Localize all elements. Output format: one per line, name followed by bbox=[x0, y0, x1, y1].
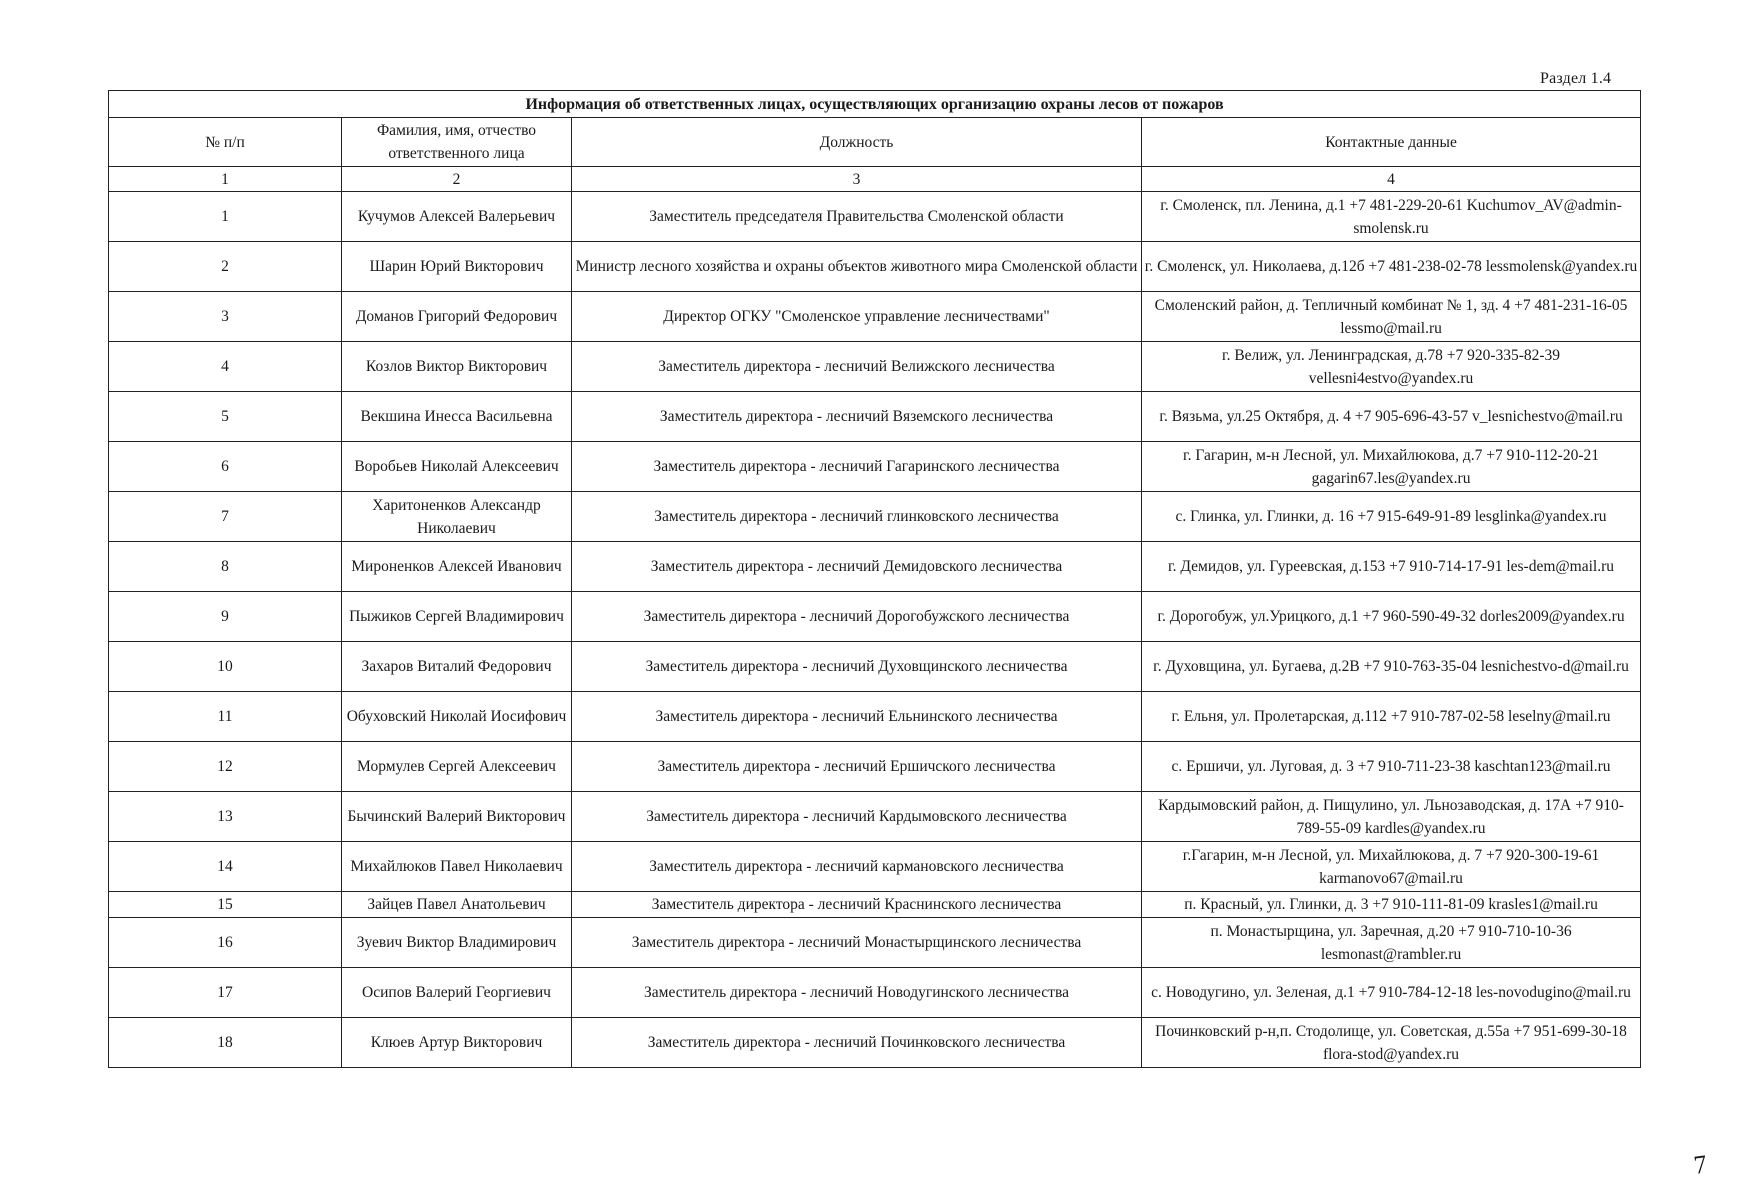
person-position: Заместитель директора - лесничий Краснинского лесничества bbox=[572, 892, 1142, 918]
row-number: 12 bbox=[109, 742, 342, 792]
table-row bbox=[109, 192, 1641, 242]
row-number: 16 bbox=[109, 918, 342, 968]
header-name: Фамилия, имя, отчество ответственного лица bbox=[342, 118, 572, 167]
table-row bbox=[109, 542, 1641, 592]
column-number: 2 bbox=[342, 167, 572, 192]
person-name: Захаров Виталий Федорович bbox=[342, 642, 572, 692]
row-number: 3 bbox=[109, 292, 342, 342]
person-contact: п. Красный, ул. Глинки, д. 3 +7 910-111-81-09 krasles1@mail.ru bbox=[1142, 892, 1641, 918]
table-title: Информация об ответственных лицах, осуществляющих организацию охраны лесов от пожаров bbox=[109, 91, 1641, 118]
header-number: № п/п bbox=[109, 118, 342, 167]
person-position: Директор ОГКУ "Смоленское управление лесничествами" bbox=[572, 292, 1142, 342]
row-number: 15 bbox=[109, 892, 342, 918]
table-row bbox=[109, 692, 1641, 742]
table-row bbox=[109, 892, 1641, 918]
row-number: 18 bbox=[109, 1018, 342, 1068]
person-position: Заместитель директора - лесничий Вяземского лесничества bbox=[572, 392, 1142, 442]
person-contact: п. Монастырщина, ул. Заречная, д.20 +7 910-710-10-36 lesmonast@rambler.ru bbox=[1142, 918, 1641, 968]
person-position: Заместитель директора - лесничий Новодугинского лесничества bbox=[572, 968, 1142, 1018]
table-row bbox=[109, 792, 1641, 842]
person-name: Обуховский Николай Иосифович bbox=[342, 692, 572, 742]
person-contact: г. Вязьма, ул.25 Октября, д. 4 +7 905-696-43-57 v_lesnichestvo@mail.ru bbox=[1142, 392, 1641, 442]
person-name: Клюев Артур Викторович bbox=[342, 1018, 572, 1068]
table-row bbox=[109, 392, 1641, 442]
person-contact: г. Ельня, ул. Пролетарская, д.112 +7 910-787-02-58 leselny@mail.ru bbox=[1142, 692, 1641, 742]
person-name: Мормулев Сергей Алексеевич bbox=[342, 742, 572, 792]
table-row bbox=[109, 492, 1641, 542]
person-contact: с. Новодугино, ул. Зеленая, д.1 +7 910-784-12-18 les-novodugino@mail.ru bbox=[1142, 968, 1641, 1018]
row-number: 7 bbox=[109, 492, 342, 542]
person-position: Министр лесного хозяйства и охраны объектов животного мира Смоленской области bbox=[572, 242, 1142, 292]
person-position: Заместитель директора - лесничий Гагаринского лесничества bbox=[572, 442, 1142, 492]
row-number: 14 bbox=[109, 842, 342, 892]
person-contact: г. Духовщина, ул. Бугаева, д.2В +7 910-763-35-04 lesnichestvo-d@mail.ru bbox=[1142, 642, 1641, 692]
table-row bbox=[109, 592, 1641, 642]
person-position: Заместитель директора - лесничий Монастырщинского лесничества bbox=[572, 918, 1142, 968]
row-number: 9 bbox=[109, 592, 342, 642]
person-contact: г. Смоленск, пл. Ленина, д.1 +7 481-229-20-61 Kuchumov_AV@admin-smolensk.ru bbox=[1142, 192, 1641, 242]
person-contact: г. Дорогобуж, ул.Урицкого, д.1 +7 960-590-49-32 dorles2009@yandex.ru bbox=[1142, 592, 1641, 642]
page-number: 7 bbox=[1691, 1149, 1709, 1180]
table-row bbox=[109, 242, 1641, 292]
person-position: Заместитель директора - лесничий Починковского лесничества bbox=[572, 1018, 1142, 1068]
row-number: 17 bbox=[109, 968, 342, 1018]
person-position: Заместитель директора - лесничий Дорогобужского лесничества bbox=[572, 592, 1142, 642]
table-row bbox=[109, 968, 1641, 1018]
person-contact: с. Глинка, ул. Глинки, д. 16 +7 915-649-91-89 lesglinka@yandex.ru bbox=[1142, 492, 1641, 542]
column-number: 4 bbox=[1142, 167, 1641, 192]
row-number: 13 bbox=[109, 792, 342, 842]
person-name: Векшина Инесса Васильевна bbox=[342, 392, 572, 442]
person-name: Харитоненков Александр Николаевич bbox=[342, 492, 572, 542]
table-row bbox=[109, 642, 1641, 692]
person-contact: Смоленский район, д. Тепличный комбинат № 1, зд. 4 +7 481-231-16-05 lessmo@mail.ru bbox=[1142, 292, 1641, 342]
person-contact: г. Смоленск, ул. Николаева, д.12б +7 481-238-02-78 lessmolensk@yandex.ru bbox=[1142, 242, 1641, 292]
person-contact: с. Ершичи, ул. Луговая, д. 3 +7 910-711-23-38 kaschtan123@mail.ru bbox=[1142, 742, 1641, 792]
table-row bbox=[109, 342, 1641, 392]
person-name: Зайцев Павел Анатольевич bbox=[342, 892, 572, 918]
person-position: Заместитель директора - лесничий Демидовского лесничества bbox=[572, 542, 1142, 592]
person-position: Заместитель директора - лесничий Духовщинского лесничества bbox=[572, 642, 1142, 692]
row-number: 5 bbox=[109, 392, 342, 442]
table-row bbox=[109, 842, 1641, 892]
person-name: Осипов Валерий Георгиевич bbox=[342, 968, 572, 1018]
person-position: Заместитель директора - лесничий Ельнинского лесничества bbox=[572, 692, 1142, 742]
person-contact: г. Гагарин, м-н Лесной, ул. Михайлюкова, д.7 +7 910-112-20-21 gagarin67.les@yandex.ru bbox=[1142, 442, 1641, 492]
person-position: Заместитель директора - лесничий Кардымовского лесничества bbox=[572, 792, 1142, 842]
row-number: 4 bbox=[109, 342, 342, 392]
person-position: Заместитель директора - лесничий Велижского лесничества bbox=[572, 342, 1142, 392]
row-number: 8 bbox=[109, 542, 342, 592]
header-contact: Контактные данные bbox=[1142, 118, 1641, 167]
person-name: Михайлюков Павел Николаевич bbox=[342, 842, 572, 892]
person-name: Кучумов Алексей Валерьевич bbox=[342, 192, 572, 242]
person-name: Козлов Виктор Викторович bbox=[342, 342, 572, 392]
table-row bbox=[109, 292, 1641, 342]
person-name: Пыжиков Сергей Владимирович bbox=[342, 592, 572, 642]
person-position: Заместитель директора - лесничий кармановского лесничества bbox=[572, 842, 1142, 892]
person-contact: Починковский р-н,п. Стодолище, ул. Советская, д.55а +7 951-699-30-18 flora-stod@yandex.ru bbox=[1142, 1018, 1641, 1068]
person-name: Бычинский Валерий Викторович bbox=[342, 792, 572, 842]
table-row bbox=[109, 742, 1641, 792]
person-name: Шарин Юрий Викторович bbox=[342, 242, 572, 292]
table-row bbox=[109, 1018, 1641, 1068]
person-name: Воробьев Николай Алексеевич bbox=[342, 442, 572, 492]
table-body bbox=[109, 192, 1641, 1068]
person-position: Заместитель председателя Правительства Смоленской области bbox=[572, 192, 1142, 242]
table-row bbox=[109, 918, 1641, 968]
person-name: Зуевич Виктор Владимирович bbox=[342, 918, 572, 968]
header-position: Должность bbox=[572, 118, 1142, 167]
person-contact: г. Велиж, ул. Ленинградская, д.78 +7 920-335-82-39 vellesni4estvo@yandex.ru bbox=[1142, 342, 1641, 392]
column-number: 3 bbox=[572, 167, 1142, 192]
responsible-persons-table bbox=[108, 90, 1641, 1068]
column-number: 1 bbox=[109, 167, 342, 192]
person-name: Доманов Григорий Федорович bbox=[342, 292, 572, 342]
row-number: 10 bbox=[109, 642, 342, 692]
person-contact: г.Гагарин, м-н Лесной, ул. Михайлюкова, д. 7 +7 920-300-19-61 karmanovo67@mail.ru bbox=[1142, 842, 1641, 892]
row-number: 11 bbox=[109, 692, 342, 742]
person-contact: г. Демидов, ул. Гуреевская, д.153 +7 910-714-17-91 les-dem@mail.ru bbox=[1142, 542, 1641, 592]
row-number: 1 bbox=[109, 192, 342, 242]
person-position: Заместитель директора - лесничий глинковского лесничества bbox=[572, 492, 1142, 542]
row-number: 2 bbox=[109, 242, 342, 292]
row-number: 6 bbox=[109, 442, 342, 492]
table-row bbox=[109, 442, 1641, 492]
section-label: Раздел 1.4 bbox=[1540, 70, 1612, 87]
person-position: Заместитель директора - лесничий Ершичского лесничества bbox=[572, 742, 1142, 792]
person-name: Мироненков Алексей Иванович bbox=[342, 542, 572, 592]
person-contact: Кардымовский район, д. Пищулино, ул. Льнозаводская, д. 17А +7 910-789-55-09 kardles@yandex.ru bbox=[1142, 792, 1641, 842]
